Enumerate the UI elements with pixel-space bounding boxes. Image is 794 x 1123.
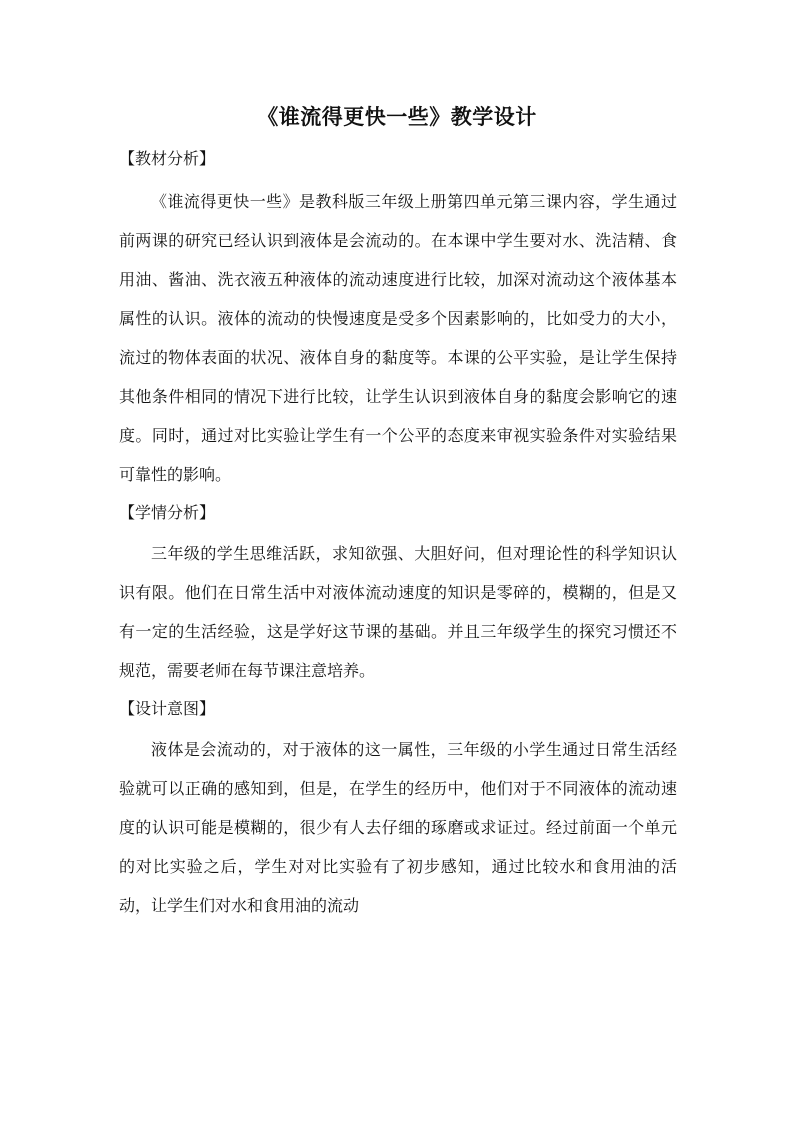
section-paragraph-student-analysis: 三年级的学生思维活跃，求知欲强、大胆好问，但对理论性的科学知识认识有限。他们在日常生活中对液体流动速度的知识是零碎的，模糊的，但是又有一定的生活经验，这是学好这节课的基础。并且三年级学生的探究习惯还不规范，需要老师在每节课注意培养。 [119,544,677,680]
document-title: 《谁流得更快一些》教学设计 [257,104,537,129]
document-body [119,142,677,925]
section-paragraph-design-intent: 液体是会流动的，对于液体的这一属性，三年级的小学生通过日常生活经验就可以正确的感知到，但是，在学生的经历中，他们对于不同液体的流动速度的认识可能是模糊的，很少有人去仔细的琢磨或求证过。经过前面一个单元的对比实验之后，学生对对比实验有了初步感知，通过比较水和食用油的活动，让学生们对水和食用油的流动 [119,740,677,915]
section-heading-student-analysis: 【学情分析】 [119,503,216,522]
section-paragraph-textbook-analysis: 《谁流得更快一些》是教科版三年级上册第四单元第三课内容，学生通过前两课的研究已经认识到液体是会流动的。在本课中学生要对水、洗洁精、食用油、酱油、洗衣液五种液体的流动速度进行比较，加深对流动这个液体基本属性的认识。液体的流动的快慢速度是受多个因素影响的，比如受力的大小，流过的物体表面的状况、液体自身的黏度等。本课的公平实验，是让学生保持其他条件相同的情况下进行比较，让学生认识到液体自身的黏度会影响它的速度。同时，通过对比实验让学生有一个公平的态度来审视实验条件对实验结果可靠性的影响。 [119,192,677,484]
section-heading-textbook-analysis: 【教材分析】 [119,149,216,168]
section-heading-design-intent: 【设计意图】 [119,699,216,718]
